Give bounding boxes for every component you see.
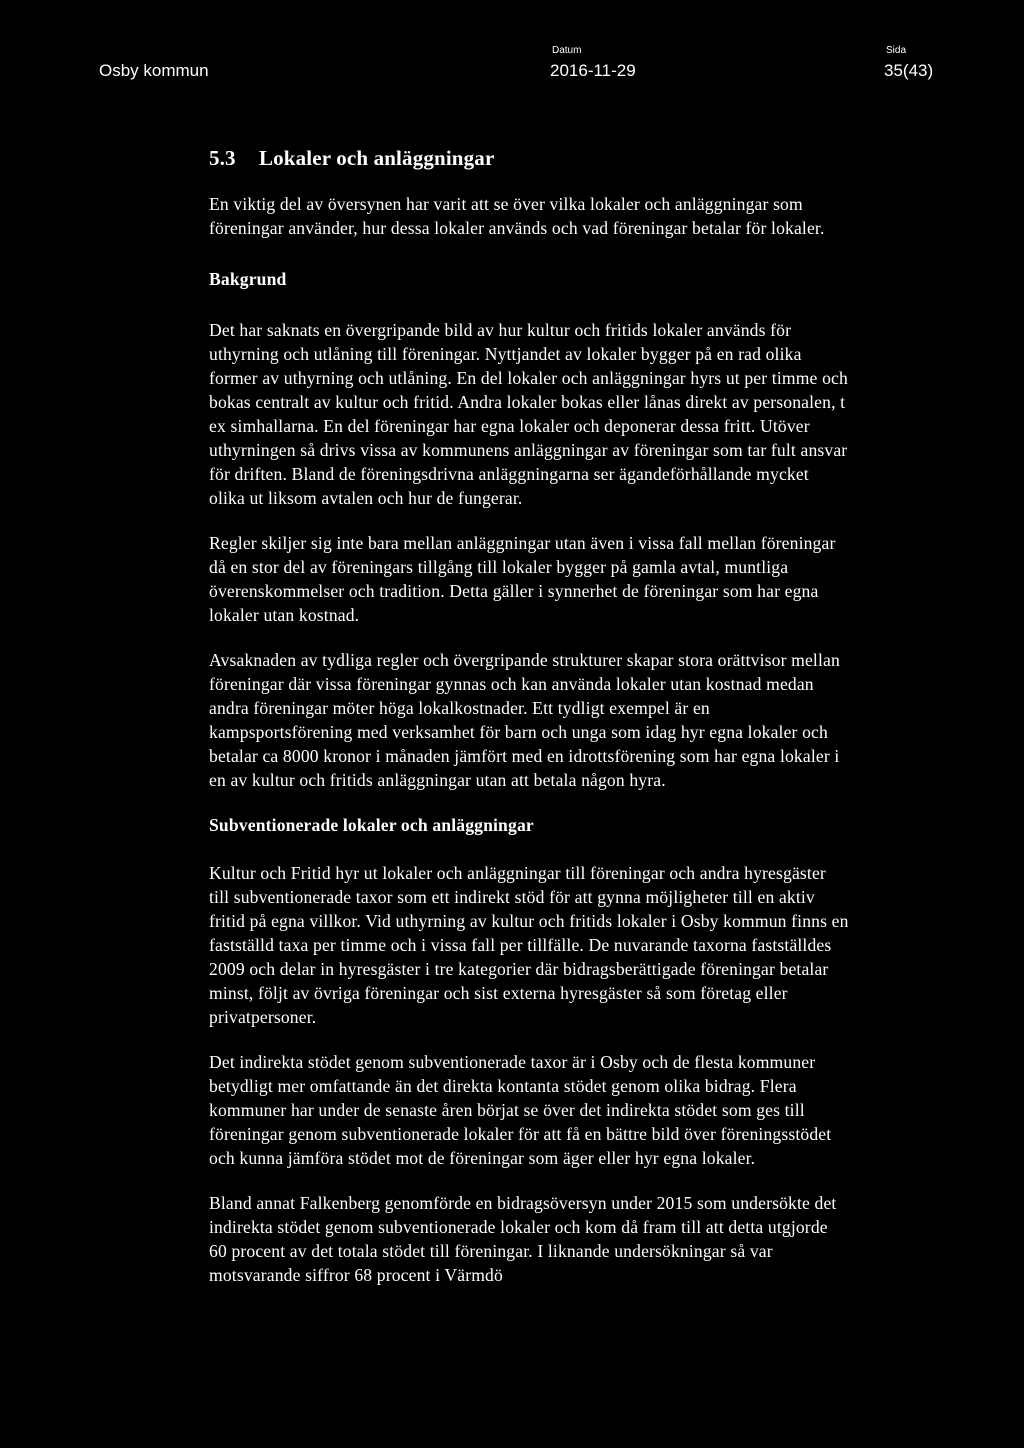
section-heading	[209, 140, 849, 192]
date-block	[550, 45, 636, 82]
document-body	[209, 140, 849, 1287]
date-label: Datum	[552, 45, 582, 56]
page-label: Sida	[886, 45, 907, 56]
subventionerade-paragraph-3: Bland annat Falkenberg genomförde en bidragsöversyn under 2015 som undersökte det indirekta stödet genom subventionerade lokaler och kom då fram till att detta utgjorde 60 procent av det totala stödet till föreningar. I liknande undersökningar så var motsvarande siffror 68 procent i Värmdö	[209, 1193, 837, 1285]
page-number: 35(43)	[884, 61, 934, 80]
subheading-bakgrund: Bakgrund	[209, 269, 287, 289]
date-value: 2016-11-29	[550, 61, 636, 80]
page-number-block	[884, 45, 933, 82]
subventionerade-paragraph-2: Det indirekta stödet genom subventionerade taxor är i Osby och de flesta kommuner betydligt mer omfattande än det direkta kontanta stödet genom olika bidrag. Flera kommuner har under de senaste åren börjat se över det indirekta stödet som ges till föreningar genom subventionerade lokaler för att få en bättre bild över föreningsstödet och kunna jämföra stödet mot de föreningar som äger eller hyr egna lokaler.	[209, 1052, 832, 1168]
bakgrund-paragraph-1: Det har saknats en övergripande bild av hur kultur och fritids lokaler används för uthyrning och utlåning till föreningar. Nyttjandet av lokaler bygger på en rad olika former av uthyrning och utlåning. En del lokaler och anläggningar hyrs ut per timme och bokas centralt av kultur och fritid. Andra lokaler bokas eller lånas direkt av personalen, t ex simhallarna. En del föreningar har egna lokaler och deponerar dessa fritt. Utöver uthyrningen så drivs vissa av kommunens anläggningar av föreningar som tar fult ansvar för driften. Bland de föreningsdrivna anläggningarna ser ägandeförhållande mycket olika ut liksom avtalen och hur de fungerar.	[209, 320, 848, 508]
page-header	[0, 0, 1024, 100]
bakgrund-paragraph-2: Regler skiljer sig inte bara mellan anläggningar utan även i vissa fall mellan föreningar då en stor del av föreningars tillgång till lokaler bygger på gamla avtal, muntliga överenskommelser och tradition. Detta gäller i synnerhet de föreningar som har egna lokaler utan kostnad.	[209, 533, 836, 625]
subheading-subventionerade: Subventionerade lokaler och anläggningar	[209, 815, 534, 835]
bakgrund-paragraph-3: Avsaknaden av tydliga regler och övergripande strukturer skapar stora orättvisor mellan föreningar där vissa föreningar gynnas och kan använda lokaler utan kostnad medan andra föreningar möter höga lokalkostnader. Ett tydligt exempel är en kampsportsförening med verksamhet för barn och unga som idag hyr egna lokaler och betalar ca 8000 kronor i månaden jämfört med en idrottsförening som har egna lokaler i en av kultur och fritids anläggningar utan att betala någon hyra.	[209, 650, 840, 790]
organization-name: Osby kommun	[99, 61, 209, 80]
section-number: 5.3	[209, 146, 236, 170]
subventionerade-paragraph-1: Kultur och Fritid hyr ut lokaler och anläggningar till föreningar och andra hyresgäster till subventionerade taxor som ett indirekt stöd för att gynna möjligheter till en aktiv fritid på egna villkor. Vid uthyrning av kultur och fritids lokaler i Osby kommun finns en fastställd taxa per timme och i vissa fall per tillfälle. De nuvarande taxorna fastställdes 2009 och delar in hyresgäster i tre kategorier där bidragsberättigade föreningar betalar minst, följt av övriga föreningar och sist externa hyresgäster så som företag eller privatpersoner.	[209, 863, 849, 1027]
intro-paragraph: En viktig del av översynen har varit att se över vilka lokaler och anläggningar som föreningar använder, hur dessa lokaler används och vad föreningar betalar för lokaler.	[209, 194, 825, 238]
section-title: Lokaler och anläggningar	[259, 146, 495, 170]
